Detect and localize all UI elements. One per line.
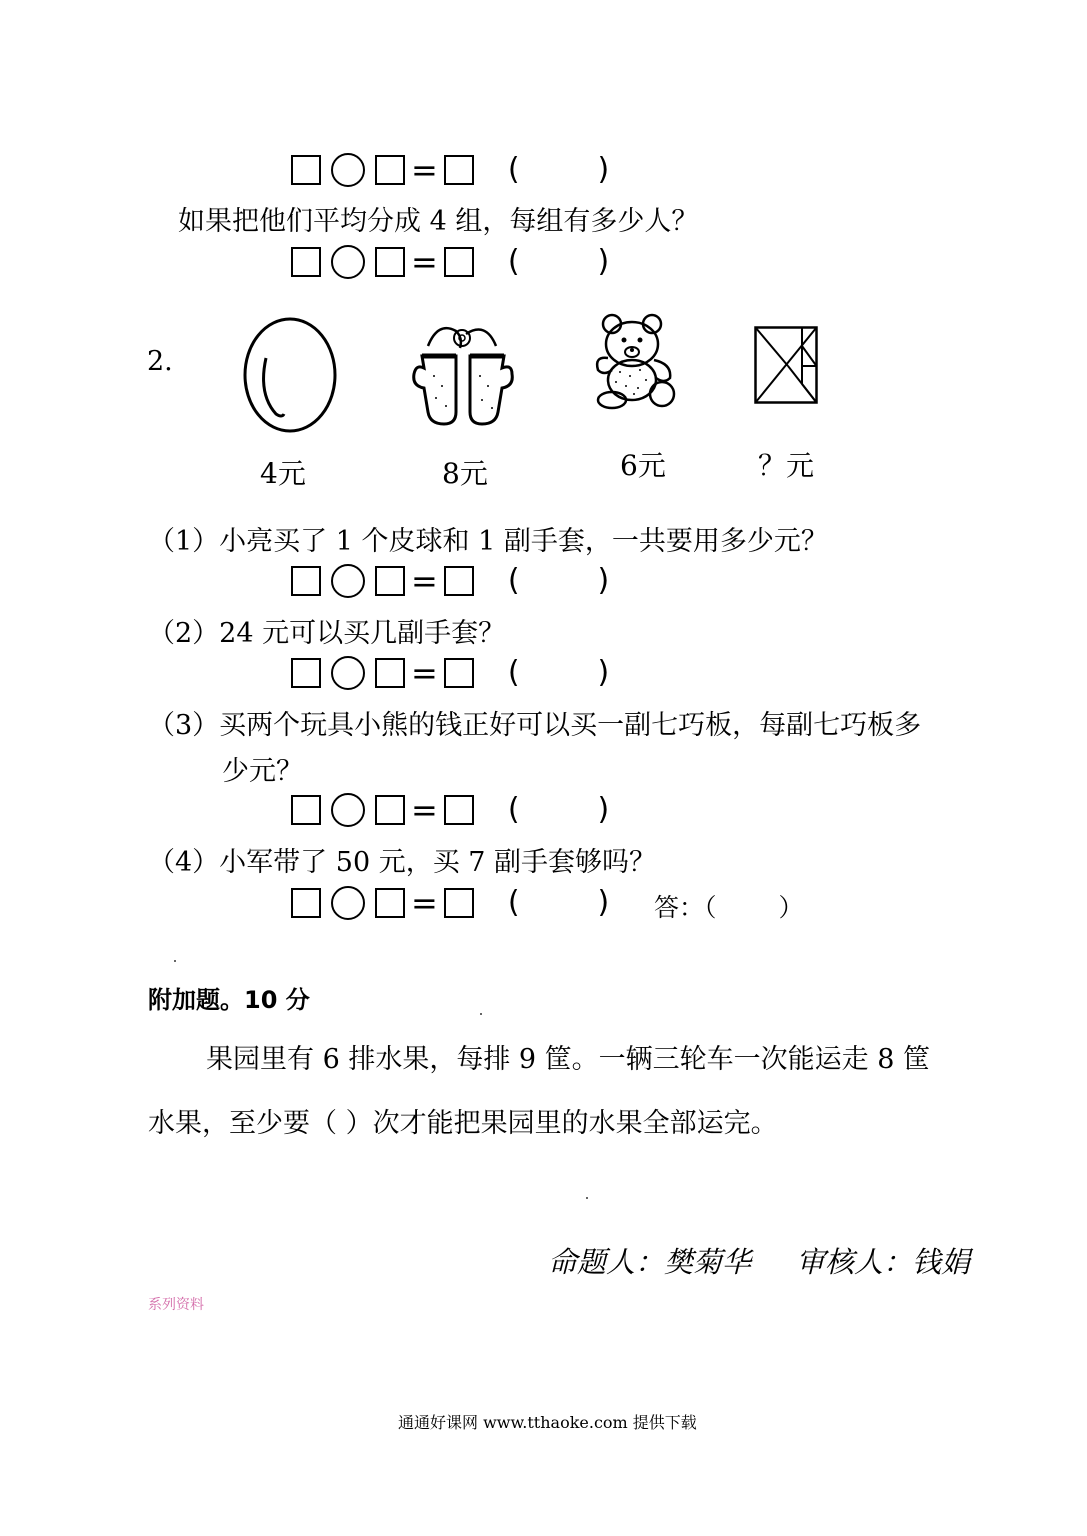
equation-row-3	[291, 561, 609, 601]
question-2-number: 2.	[147, 346, 173, 377]
answer-box[interactable]	[291, 155, 321, 185]
answer-box[interactable]	[444, 658, 474, 688]
answer-close-paren: ）	[778, 893, 804, 922]
operator-circle[interactable]	[331, 793, 365, 827]
reviewer-signature: 审核人：钱娟	[796, 1245, 971, 1279]
answer-box[interactable]	[375, 795, 405, 825]
unit-blank[interactable]: ( )	[507, 152, 610, 187]
sub-question-3-line-1: （3）买两个玩具小熊的钱正好可以买一副七巧板，每副七巧板多	[148, 710, 922, 741]
equals-sign: =	[411, 884, 438, 922]
equation-row-6	[291, 883, 609, 923]
price-label: ？元	[758, 449, 815, 482]
unit-blank[interactable]: ( )	[507, 655, 610, 690]
watermark-text: 系列资料	[148, 1297, 204, 1313]
sub-question-3-line-2: 少元？	[222, 756, 303, 787]
answer-box[interactable]	[444, 566, 474, 596]
answer-box[interactable]	[444, 888, 474, 918]
answer-label: 答：（	[654, 893, 717, 922]
answer-box[interactable]	[375, 155, 405, 185]
answer-box[interactable]	[291, 888, 321, 918]
sub-question-2: （2）24 元可以买几副手套？	[148, 618, 506, 649]
price-label: 4元	[260, 457, 306, 490]
sub-question-1: （1）小亮买了 1 个皮球和 1 副手套，一共要用多少元？	[148, 526, 828, 557]
unit-blank[interactable]: ( )	[507, 792, 610, 827]
operator-circle[interactable]	[331, 153, 365, 187]
answer-box[interactable]	[291, 566, 321, 596]
tangram-icon	[754, 326, 818, 404]
price-label: 6元	[620, 449, 666, 482]
operator-circle[interactable]	[331, 245, 365, 279]
bonus-line-2: 水果，至少要（ ）次才能把果园里的水果全部运完。	[148, 1108, 778, 1139]
mittens-icon	[408, 316, 518, 428]
unit-blank[interactable]: ( )	[507, 244, 610, 279]
unit-blank[interactable]: ( )	[507, 885, 610, 920]
bonus-title: 附加题。10 分	[148, 986, 310, 1014]
answer-box[interactable]	[444, 247, 474, 277]
scan-dot	[480, 1013, 482, 1015]
answer-box[interactable]	[291, 658, 321, 688]
question-1b-text: 如果把他们平均分成 4 组，每组有多少人？	[178, 206, 699, 237]
price-label: 8元	[442, 457, 488, 490]
sub-question-4: （4）小军带了 50 元，买 7 副手套够吗？	[148, 847, 657, 878]
equation-row-1	[291, 150, 609, 190]
unit-blank[interactable]: ( )	[507, 563, 610, 598]
answer-box[interactable]	[375, 247, 405, 277]
equals-sign: =	[411, 791, 438, 829]
equals-sign: =	[411, 562, 438, 600]
answer-box[interactable]	[291, 247, 321, 277]
equation-row-2	[291, 242, 609, 282]
answer-box[interactable]	[444, 155, 474, 185]
answer-box[interactable]	[444, 795, 474, 825]
equals-sign: =	[411, 151, 438, 189]
page-footer: 通通好课网 www.tthaoke.com 提供下载	[398, 1413, 697, 1432]
answer-box[interactable]	[375, 566, 405, 596]
author-signature: 命题人：樊菊华	[548, 1245, 752, 1279]
equals-sign: =	[411, 243, 438, 281]
answer-box[interactable]	[375, 658, 405, 688]
ball-icon	[240, 314, 340, 436]
scan-dot	[586, 1197, 588, 1199]
bonus-line-1: 果园里有 6 排水果，每排 9 筐。一辆三轮车一次能运走 8 筐	[206, 1044, 931, 1075]
equation-row-5	[291, 790, 609, 830]
equals-sign: =	[411, 654, 438, 692]
teddy-bear-icon	[590, 310, 690, 414]
operator-circle[interactable]	[331, 656, 365, 690]
answer-box[interactable]	[291, 795, 321, 825]
answer-box[interactable]	[375, 888, 405, 918]
operator-circle[interactable]	[331, 564, 365, 598]
answer-blank[interactable]	[654, 895, 804, 920]
scan-dot	[174, 960, 176, 962]
operator-circle[interactable]	[331, 886, 365, 920]
equation-row-4	[291, 653, 609, 693]
